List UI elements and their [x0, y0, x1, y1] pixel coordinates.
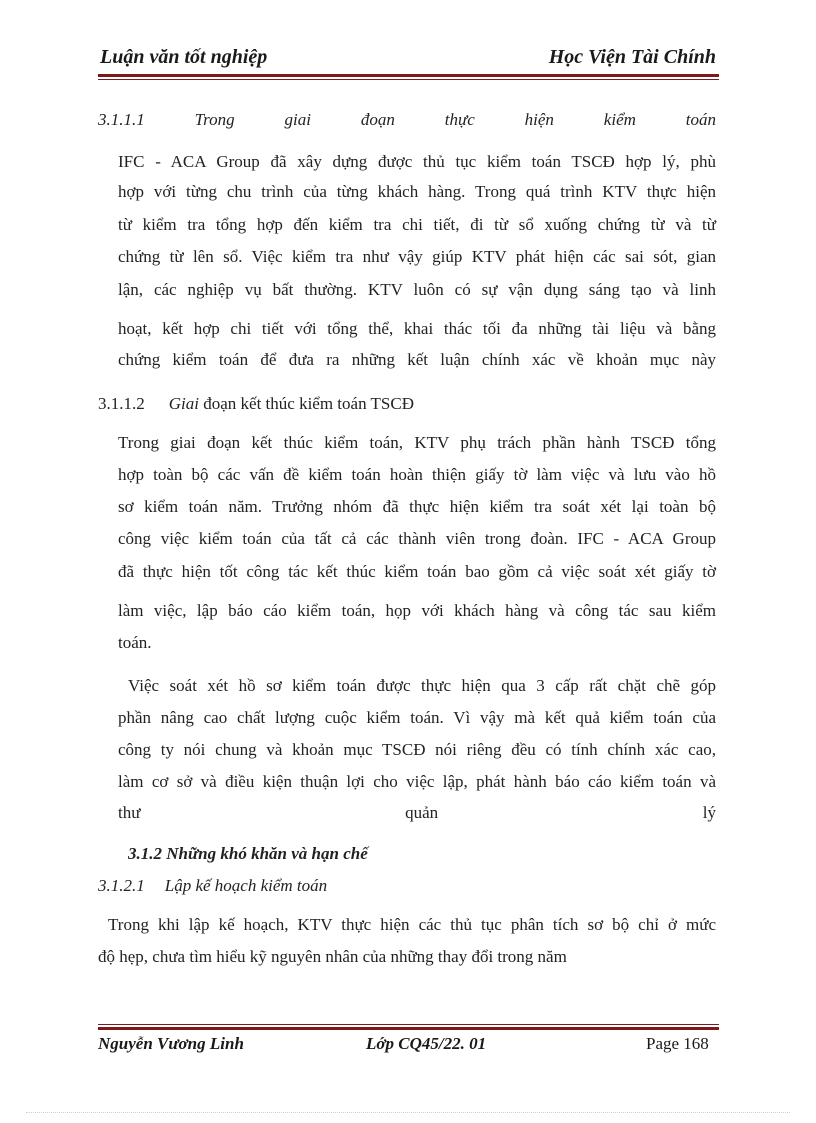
paragraph-word: quản [405, 803, 439, 822]
paragraph-line: độ hẹp, chưa tìm hiểu kỹ nguyên nhân của những thay đổi trong năm [98, 947, 567, 966]
paragraph-line: chứng từ lên sổ. Việc kiểm tra như vậy giúp KTV phát hiện các sai sót, gian [118, 247, 716, 266]
page-edge-divider [26, 1112, 790, 1113]
paragraph-line: làm việc, lập báo cáo kiểm toán, họp với khách hàng và công tác sau kiểm [118, 601, 716, 620]
header-thesis-title: Luận văn tốt nghiệp [100, 46, 268, 68]
paragraph-line: IFC - ACA Group đã xây dựng được thủ tục kiểm toán TSCĐ hợp lý, phù [118, 152, 716, 171]
section-3-1-2-heading: 3.1.2 Những khó khăn và hạn chế [128, 844, 368, 863]
section-number: 3.1.1.2 [98, 394, 145, 413]
paragraph-line: Trong giai đoạn kết thúc kiểm toán, KTV phụ trách phần hành TSCĐ tổng [118, 433, 716, 452]
header-institution: Học Viện Tài Chính [548, 46, 716, 68]
section-3-1-1-1-heading [98, 110, 716, 130]
paragraph-line: đã thực hiện tốt công tác kết thúc kiểm toán bao gồm cả việc soát xét giấy tờ [118, 562, 716, 581]
heading-word: đoạn [360, 110, 395, 129]
paragraph-line: chứng kiểm toán để đưa ra những kết luận chính xác về khoản mục này [118, 350, 716, 369]
paragraph-line: Việc soát xét hồ sơ kiểm toán được thực hiện qua 3 cấp rất chặt chẽ góp [128, 676, 716, 695]
paragraph-line: phần nâng cao chất lượng cuộc kiểm toán. Vì vậy mà kết quả kiểm toán của [118, 708, 716, 727]
heading-word: toán [685, 110, 716, 129]
heading-text: Lập kế hoạch kiểm toán [164, 876, 328, 895]
section-3-1-2-1-heading [98, 876, 327, 896]
paragraph-line: Trong khi lập kế hoạch, KTV thực hiện các thủ tục phân tích sơ bộ chỉ ở mức [108, 915, 716, 934]
paragraph-line: hợp toàn bộ các vấn đề kiểm toán hoàn thiện giấy tờ làm việc và lưu vào hồ [118, 465, 716, 484]
paragraph-line: toán. [118, 633, 152, 652]
heading-word: Trong [194, 110, 235, 129]
footer-rule-thin [98, 1024, 719, 1025]
footer-page-number: Page 168 [646, 1034, 709, 1053]
paragraph-word: thư [118, 803, 141, 822]
section-number: 3.1.2.1 [98, 876, 145, 895]
page-header [100, 46, 716, 69]
header-rule-thick [98, 74, 719, 77]
header-rule-thin [98, 79, 719, 80]
paragraph-word: lý [702, 803, 716, 822]
footer-rule-thick [98, 1027, 719, 1030]
section-number: 3.1.1.1 [98, 110, 145, 129]
paragraph-line: từ kiểm tra tổng hợp đến kiểm tra chi tiết, đi từ sổ xuống chứng từ và từ [118, 215, 716, 234]
paragraph-line: công việc kiểm toán của tất cả các thành viên trong đoàn. IFC - ACA Group [118, 529, 716, 548]
heading-word: hiện [524, 110, 554, 129]
paragraph-line: làm cơ sở và điều kiện thuận lợi cho việc lập, phát hành báo cáo kiểm toán và [118, 772, 716, 791]
heading-italic-word: Giai [168, 394, 199, 413]
heading-word: kiểm [603, 110, 636, 129]
heading-word: giai [284, 110, 311, 129]
paragraph-line-spread [118, 803, 716, 823]
paragraph-line: hợp với từng chu trình của từng khách hàng. Trong quá trình KTV thực hiện [118, 182, 716, 201]
footer-author: Nguyễn Vương Linh [98, 1034, 244, 1053]
section-3-1-1-2-heading [98, 394, 414, 414]
paragraph-line: hoạt, kết hợp chi tiết với tổng thể, khai thác tối đa những tài liệu và bằng [118, 319, 716, 338]
heading-word: thực [444, 110, 475, 129]
paragraph-line: lận, các nghiệp vụ bất thường. KTV luôn có sự vận dụng sáng tạo và linh [118, 280, 716, 299]
paragraph-line: sơ kiểm toán năm. Trưởng nhóm đã thực hiện kiểm tra soát xét lại toàn bộ [118, 497, 716, 516]
paragraph-line: công ty nói chung và khoản mục TSCĐ nói riêng đều có tính chính xác cao, [118, 740, 716, 759]
heading-text: đoạn kết thúc kiểm toán TSCĐ [203, 394, 414, 413]
footer-class: Lớp CQ45/22. 01 [366, 1034, 487, 1053]
